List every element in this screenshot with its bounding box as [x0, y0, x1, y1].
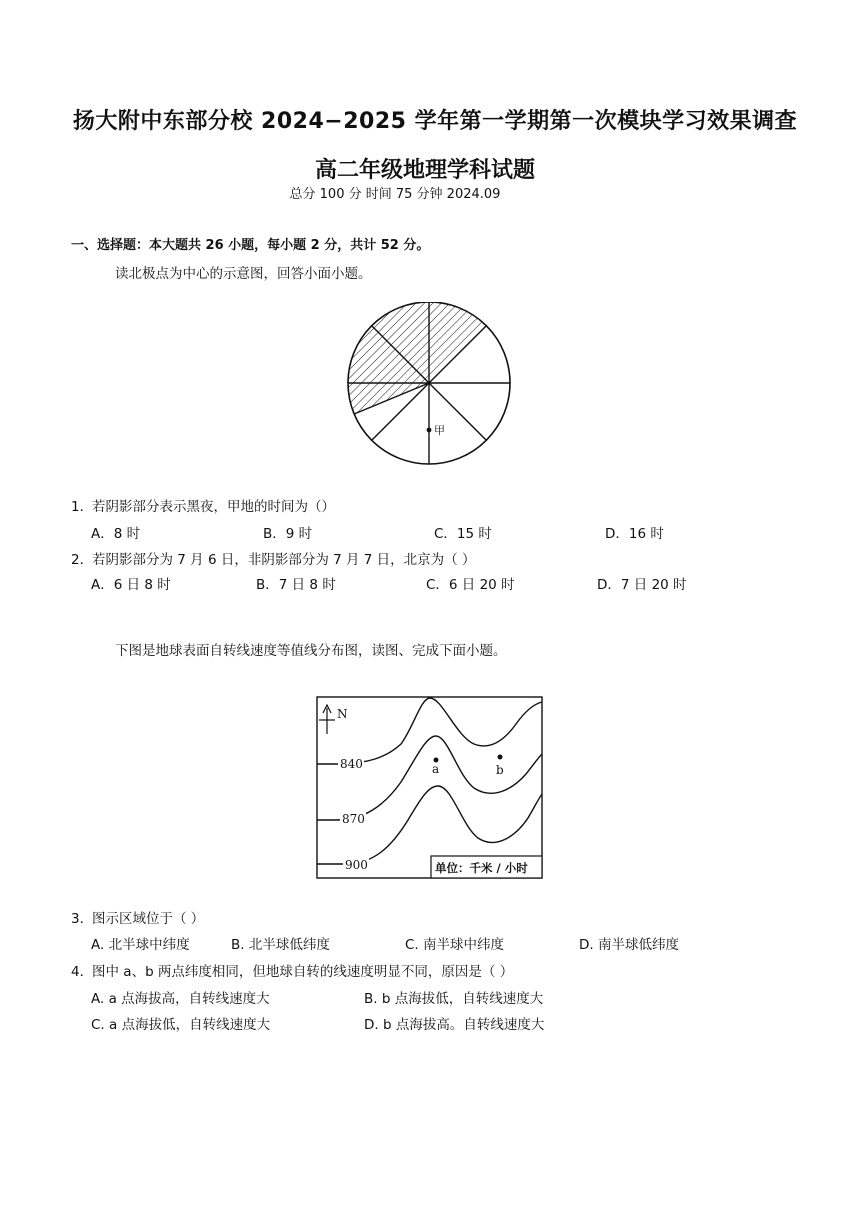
contour-label-840: 840 — [340, 757, 363, 771]
exam-subtitle: 高二年级地理学科试题 — [314, 158, 535, 183]
q1-stem: 若阴影部分表示黑夜，甲地的时间为（） — [92, 499, 335, 515]
q2-option-d[interactable]: D．7 日 20 时 — [597, 577, 687, 593]
exam-title: 扬大附中东部分校 2024−2025 学年第一学期第一次模块学习效果调查 — [72, 109, 798, 134]
q1-option-c[interactable]: C．15 时 — [434, 526, 492, 542]
q1-option-d[interactable]: D．16 时 — [605, 526, 664, 542]
q2-option-a[interactable]: A．6 日 8 时 — [91, 577, 171, 593]
point-b — [498, 755, 503, 760]
q4-number: 4． — [71, 964, 94, 980]
q3-option-a[interactable]: A. 北半球中纬度 — [91, 937, 190, 953]
q4-stem: 图中 a、b 两点纬度相同，但地球自转的线速度明显不同，原因是（ ） — [92, 964, 514, 980]
q2-option-b[interactable]: B．7 日 8 时 — [256, 577, 336, 593]
q2-number: 2． — [71, 552, 94, 568]
q4-option-c[interactable]: C. a 点海拔低，自转线速度大 — [91, 1017, 271, 1033]
contour-map — [316, 696, 544, 880]
q4-option-b[interactable]: B. b 点海拔低，自转线速度大 — [364, 991, 544, 1007]
section-heading: 一、选择题：本大题共 26 小题，每小题 2 分，共计 52 分。 — [71, 238, 430, 253]
q2-option-c[interactable]: C．6 日 20 时 — [426, 577, 515, 593]
point-jia — [427, 428, 432, 433]
unit-label: 单位：千米 / 小时 — [435, 861, 528, 875]
point-a-label: a — [432, 762, 440, 776]
group2-intro: 下图是地球表面自转线速度等值线分布图，读图、完成下面小题。 — [115, 643, 507, 659]
q4-option-a[interactable]: A. a 点海拔高，自转线速度大 — [91, 991, 270, 1007]
contour-label-900: 900 — [345, 858, 368, 872]
point-b-label: b — [496, 763, 504, 777]
q3-option-c[interactable]: C. 南半球中纬度 — [405, 937, 505, 953]
q3-stem: 图示区域位于（ ） — [92, 911, 205, 927]
exam-meta: 总分 100 分 时间 75 分钟 2024.09 — [289, 187, 501, 202]
q3-option-d[interactable]: D. 南半球低纬度 — [579, 937, 679, 953]
q1-number: 1． — [71, 499, 94, 515]
q3-number: 3． — [71, 911, 94, 927]
q1-option-a[interactable]: A．8 时 — [91, 526, 141, 542]
contour-label-870: 870 — [342, 812, 365, 826]
point-jia-label: 甲 — [434, 424, 445, 437]
polar-diagram — [346, 302, 512, 468]
group1-intro: 读北极点为中心的示意图，回答小面小题。 — [115, 266, 372, 282]
q4-option-d[interactable]: D. b 点海拔高。自转线速度大 — [364, 1017, 545, 1033]
night-shading — [348, 302, 486, 414]
map-frame — [317, 697, 542, 878]
q1-option-b[interactable]: B．9 时 — [263, 526, 313, 542]
q2-stem: 若阴影部分为 7 月 6 日，非阴影部分为 7 月 7 日，北京为（ ） — [92, 552, 476, 568]
north-label: N — [337, 707, 348, 721]
q3-option-b[interactable]: B. 北半球低纬度 — [231, 937, 330, 953]
